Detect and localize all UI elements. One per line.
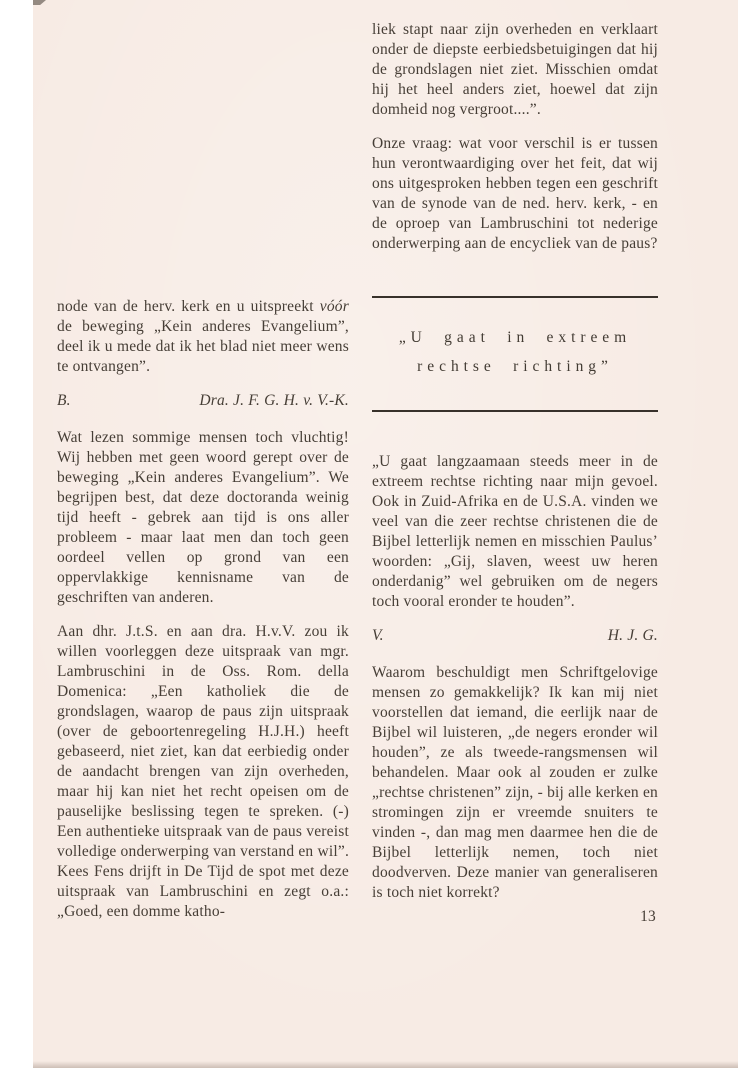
scan-edge-artifact [33,0,46,5]
paragraph-letter-end [57,297,349,377]
text-segment: de beweging „Kein anderes Evangelium”, deel ik u mede dat ik het blad niet meer wens te ontvangen”. [57,318,349,375]
signature-initials: B. [57,392,71,409]
page-number: 13 [640,908,656,925]
scan-bottom-shadow [33,1061,738,1068]
paragraph-lambruschini-quote: Aan dhr. J.t.S. en aan dra. H.v.V. zou ik willen voorleggen deze uitspraak van mgr. Lambruschini in de Oss. Rom. della Domenica: „Een katholiek die de grondslagen, waarop de paus zijn uitspraak (over de geboortenregeling H.J.H.) heeft gebaseerd, niet ziet, kan dat eerbiedig onder de aandacht brengen van zijn overheden, maar hij kan niet het recht opeisen om de pauselijke beslissing tegen te spreken. (-) Een authentieke uitspraak van de paus vereist volledige onderwerping van verstand en wil”. [57,623,350,860]
heading-line-1: „U gaat in extreem [398,329,632,346]
section-heading-block [372,296,658,412]
paragraph-continuation: liek stapt naar zijn overheden en verklaart onder de diepste eerbiedsbetuigingen dat hij de grondslagen niet ziet. Misschien omdat hij het heel anders ziet, hoewel dat zijn domheid nog vergroot....”. [372,21,658,118]
heading-rule-bottom [372,410,658,412]
paragraph-editorial-answer: Waarom beschuldigt men Schriftgelovige mensen zo gemakkelijk? Ik kan mij niet voorstellen dat iemand, die eerlijk naar de Bijbel wil luisteren, „de negers eronder wil houden”, ze als tweede-rangsmensen wil behandelen. Maar ook al zouden er zulke „rechtse christenen” zijn, - bij alle kerken en stromingen zijn er vreemde snuiters te vinden -, dan mag men daarmee hen die de Bijbel letterlijk nemen, toch niet doodverven. Deze manier van generaliseren is toch niet korrekt? [372,664,658,901]
signature-line [57,391,349,411]
paragraph-kees-fens: Kees Fens drijft in De Tijd de spot met deze uitspraak van Lambruschini en zegt o.a.: „Goed, een domme katho- [57,863,349,920]
signature-line [372,626,658,646]
section-heading [372,298,658,410]
paragraph-reader-letter: „U gaat langzaamaan steeds meer in de extreem rechtse richting naar mijn gevoel. Ook in Zuid-Afrika en de U.S.A. vinden we veel van die zeer rechtse christenen die de Bijbel letterlijk nemen en misschien Paulus’ woorden: „Gij, slaven, weest uw heren onderdanig” wel gebruiken om de negers toch vooral eronder te houden”. [372,453,658,610]
left-column [57,297,349,936]
text-segment: node van de herv. kerk en u uitspreekt [57,298,320,315]
italic-word: vóór [319,298,349,315]
paragraph-onze-vraag: Onze vraag: wat voor verschil is er tussen hun verontwaardiging over het feit, dat wij ons uitgesproken hebben tegen een geschrift van de synode van de ned. herv. kerk, - en de oproep van Lambruschini tot nederige onderwerping aan de encycliek van de paus? [372,135,658,252]
signature-name: Dra. J. F. G. H. v. V.-K. [199,392,349,409]
right-column [372,20,658,927]
signature-initials: V. [372,627,384,644]
paper-sheet [33,0,738,1068]
paragraph-editorial-reply: Wat lezen sommige mensen toch vluchtig! Wij hebben met geen woord gerept over de beweging „Kein anderes Evangelium”. We begrijpen best, dat deze doctoranda weinig tijd heeft - gebrek aan tijd is ons aller probleem - maar laat men dan toch geen oordeel vellen op grond van een oppervlakkige kennisname van de geschriften van anderen. [57,429,349,606]
signature-name: H. J. G. [607,627,658,644]
heading-line-2: rechtse richting” [417,358,613,375]
